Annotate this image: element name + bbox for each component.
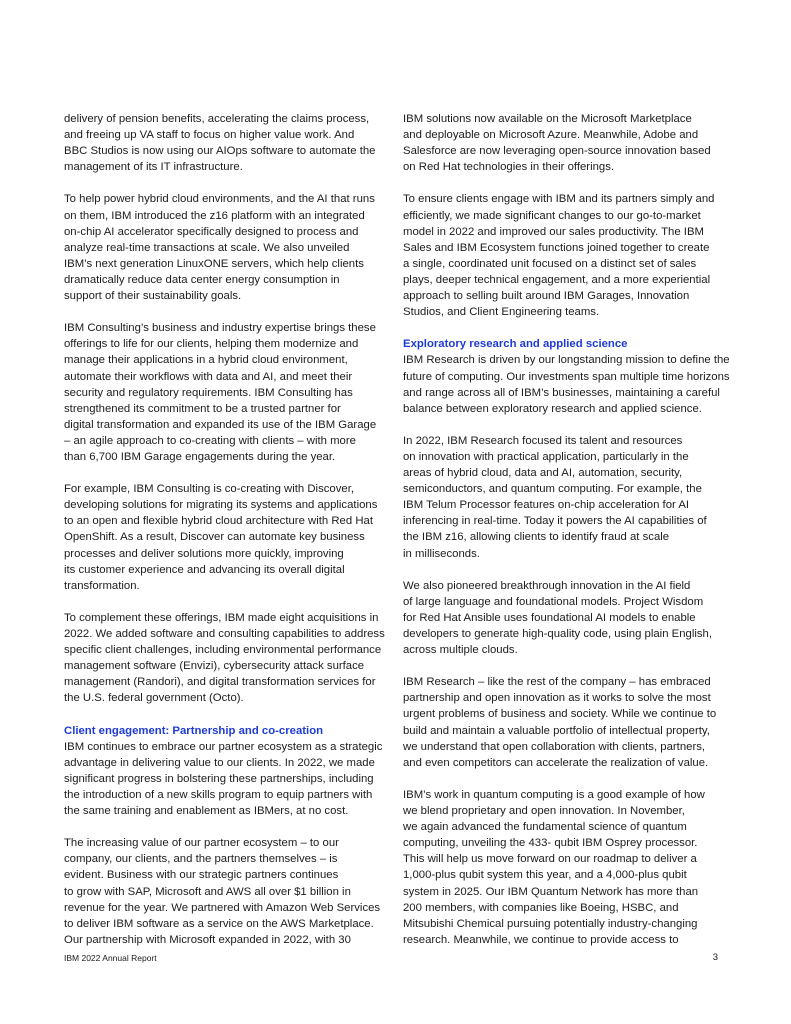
- text-line: to an open and flexible hybrid cloud architecture with Red Hat: [64, 515, 373, 528]
- text-line: security and regulatory requirements. IBM Consulting has: [64, 386, 353, 399]
- text-line: To help power hybrid cloud environments, and the AI that runs: [64, 193, 375, 206]
- text-line: we blend proprietary and open innovation. In November,: [403, 805, 685, 818]
- text-line: IBM Research is driven by our longstanding mission to define the: [403, 354, 730, 367]
- text-line: for Red Hat Ansible uses foundational AI models to enable: [403, 611, 696, 624]
- text-line: across multiple clouds.: [403, 644, 518, 657]
- text-line: research. Meanwhile, we continue to provide access to: [403, 933, 679, 946]
- page-number: 3: [712, 952, 718, 963]
- text-line: developing solutions for migrating its systems and applications: [64, 499, 378, 512]
- text-line: automate their workflows with data and AI, and meet their: [64, 370, 353, 383]
- section-with-heading: [64, 723, 394, 820]
- text-line: 2022. We added software and consulting capabilities to address: [64, 628, 385, 640]
- text-line: areas of hybrid cloud, data and AI, automation, security,: [403, 467, 683, 480]
- left-column: [64, 111, 394, 964]
- text-line: company, our clients, and the partners themselves – is: [64, 853, 338, 866]
- text-line: the IBM z16, allowing clients to identify fraud at scale: [403, 531, 670, 544]
- footer-report-title: IBM 2022 Annual Report: [64, 953, 157, 963]
- text-line: In 2022, IBM Research focused its talent and resources: [403, 434, 683, 447]
- text-line: delivery of pension benefits, accelerating the claims process,: [64, 113, 370, 125]
- paragraph: [403, 111, 733, 175]
- text-line: we again advanced the fundamental science of quantum: [403, 821, 687, 834]
- paragraph: [403, 433, 733, 562]
- text-line: To complement these offerings, IBM made eight acquisitions in: [64, 611, 379, 624]
- text-line: Sales and IBM Ecosystem functions joined together to create: [403, 241, 710, 254]
- text-line: and deployable on Microsoft Azure. Meanwhile, Adobe and: [403, 129, 699, 142]
- paragraph: [64, 191, 394, 304]
- text-line: We also pioneered breakthrough innovation in the AI field: [403, 579, 691, 592]
- text-line: its customer experience and advancing its overall digital: [64, 563, 345, 576]
- text-line: significant progress in bolstering these partnerships, including: [64, 772, 374, 785]
- paragraph: [64, 320, 394, 465]
- text-line: transformation.: [64, 579, 140, 592]
- text-line: IBM solutions now available on the Microsoft Marketplace: [403, 113, 692, 125]
- text-line: the U.S. federal government (Octo).: [64, 692, 244, 705]
- text-line: on innovation with practical application, particularly in the: [403, 450, 689, 463]
- text-line: model in 2022 and improved our sales productivity. The IBM: [403, 225, 704, 238]
- text-line: we understand that open collaboration with clients, partners,: [403, 740, 706, 753]
- text-line: 200 members, with companies like Boeing, HSBC, and: [403, 901, 679, 914]
- right-column: [403, 111, 733, 964]
- text-line: Salesforce are now leveraging open-source innovation based: [403, 145, 711, 158]
- text-line: developers to generate high-quality code, using plain English,: [403, 628, 713, 640]
- text-line: management (Randori), and digital transformation services for: [64, 676, 376, 689]
- text-line: on-chip AI accelerator specifically designed to process and: [64, 225, 359, 238]
- text-line: urgent problems of business and society. While we continue to: [403, 708, 717, 721]
- text-line: balance between exploratory research and applied science.: [403, 402, 702, 415]
- text-line: on them, IBM introduced the z16 platform with an integrated: [64, 209, 365, 222]
- text-line: in milliseconds.: [403, 547, 480, 560]
- paragraph: [403, 578, 733, 658]
- text-line: IBM continues to embrace our partner ecosystem as a strategic: [64, 740, 383, 753]
- paragraph: [64, 111, 394, 175]
- text-line: inferencing in real-time. Today it powers the AI capabilities of: [403, 515, 707, 528]
- paragraph: [403, 352, 733, 416]
- text-line: and freeing up VA staff to focus on higher value work. And: [64, 129, 355, 142]
- paragraph: [403, 191, 733, 320]
- text-line: a single, coordinated unit focused on a distinct set of sales: [403, 257, 697, 270]
- text-line: system in 2025. Our IBM Quantum Network has more than: [403, 885, 699, 898]
- text-line: of large language and foundational models. Project Wisdom: [403, 595, 704, 608]
- text-line: – an agile approach to co-creating with clients – with more: [64, 434, 356, 447]
- text-line: specific client challenges, including environmental performance: [64, 644, 382, 657]
- paragraph: [64, 610, 394, 707]
- text-line: plays, deeper technical engagement, and a more experiential: [403, 273, 711, 286]
- section-heading: Exploratory research and applied science: [403, 338, 628, 351]
- text-line: advantage in delivering value to our clients. In 2022, we made: [64, 756, 375, 769]
- text-line: manage their applications in a hybrid cloud environment,: [64, 354, 348, 367]
- text-line: This will help us move forward on our roadmap to deliver a: [403, 853, 697, 866]
- text-line: to deliver IBM software as a service on the AWS Marketplace.: [64, 917, 374, 930]
- text-line: To ensure clients engage with IBM and its partners simply and: [403, 193, 715, 206]
- text-line: efficiently, we made significant changes to our go-to-market: [403, 209, 701, 222]
- text-line: dramatically reduce data center energy consumption in: [64, 273, 340, 286]
- paragraph: [64, 739, 394, 819]
- text-line: offerings to life for our clients, helping them modernize and: [64, 338, 359, 351]
- text-line: management of its IT infrastructure.: [64, 161, 243, 174]
- text-line: The increasing value of our partner ecosystem – to our: [64, 837, 339, 850]
- text-line: management software (Envizi), cybersecurity attack surface: [64, 660, 365, 673]
- text-line: future of computing. Our investments span multiple time horizons: [403, 370, 730, 383]
- text-line: and range across all of IBM’s businesses, maintaining a careful: [403, 386, 720, 399]
- text-line: IBM Research – like the rest of the company – has embraced: [403, 676, 711, 689]
- text-line: Studios, and Client Engineering teams.: [403, 306, 600, 319]
- text-line: Mitsubishi Chemical pursuing potentially industry-changing: [403, 917, 698, 930]
- section-heading: Client engagement: Partnership and co-creation: [64, 724, 324, 737]
- text-line: computing, unveiling the 433- qubit IBM Osprey processor.: [403, 837, 698, 850]
- paragraph: [403, 674, 733, 771]
- text-line: OpenShift. As a result, Discover can automate key business: [64, 531, 365, 544]
- text-line: partnership and open innovation as it works to solve the most: [403, 692, 711, 705]
- text-line: to grow with SAP, Microsoft and AWS all over $1 billion in: [64, 885, 351, 898]
- text-line: IBM’s work in quantum computing is a good example of how: [403, 788, 705, 801]
- text-line: IBM Telum Processor features on-chip acceleration for AI: [403, 499, 690, 512]
- text-line: evident. Business with our strategic partners continues: [64, 869, 339, 882]
- text-line: the same training and enablement as IBMers, at no cost.: [64, 805, 349, 818]
- text-line: BBC Studios is now using our AIOps software to automate the: [64, 145, 376, 158]
- text-line: For example, IBM Consulting is co-creating with Discover,: [64, 483, 355, 496]
- paragraph: [403, 787, 733, 948]
- text-line: the introduction of a new skills program to equip partners with: [64, 788, 373, 801]
- text-line: IBM’s next generation LinuxONE servers, which help clients: [64, 257, 364, 270]
- text-line: build and maintain a valuable portfolio of intellectual property,: [403, 724, 710, 737]
- text-line: on Red Hat technologies in their offerings.: [403, 161, 615, 174]
- text-line: approach to selling built around IBM Garages, Innovation: [403, 290, 690, 303]
- text-line: analyze real-time transactions at scale. We also unveiled: [64, 241, 350, 254]
- paragraph: [64, 835, 394, 948]
- text-line: Our partnership with Microsoft expanded in 2022, with 30: [64, 933, 351, 946]
- text-line: digital transformation and expanded its use of the IBM Garage: [64, 418, 377, 431]
- paragraph: [64, 481, 394, 594]
- text-line: revenue for the year. We partnered with Amazon Web Services: [64, 901, 381, 914]
- text-line: processes and deliver solutions more quickly, improving: [64, 547, 344, 560]
- text-line: 1,000-plus qubit system this year, and a 4,000-plus qubit: [403, 869, 687, 882]
- text-line: support of their sustainability goals.: [64, 290, 242, 303]
- text-line: semiconductors, and quantum computing. For example, the: [403, 483, 702, 496]
- text-line: IBM Consulting’s business and industry expertise brings these: [64, 322, 376, 335]
- text-line: and even competitors can accelerate the realization of value.: [403, 756, 709, 769]
- text-line: than 6,700 IBM Garage engagements during the year.: [64, 450, 336, 463]
- section-with-heading: [403, 336, 733, 416]
- text-line: strengthened its commitment to be a trusted partner for: [64, 402, 341, 415]
